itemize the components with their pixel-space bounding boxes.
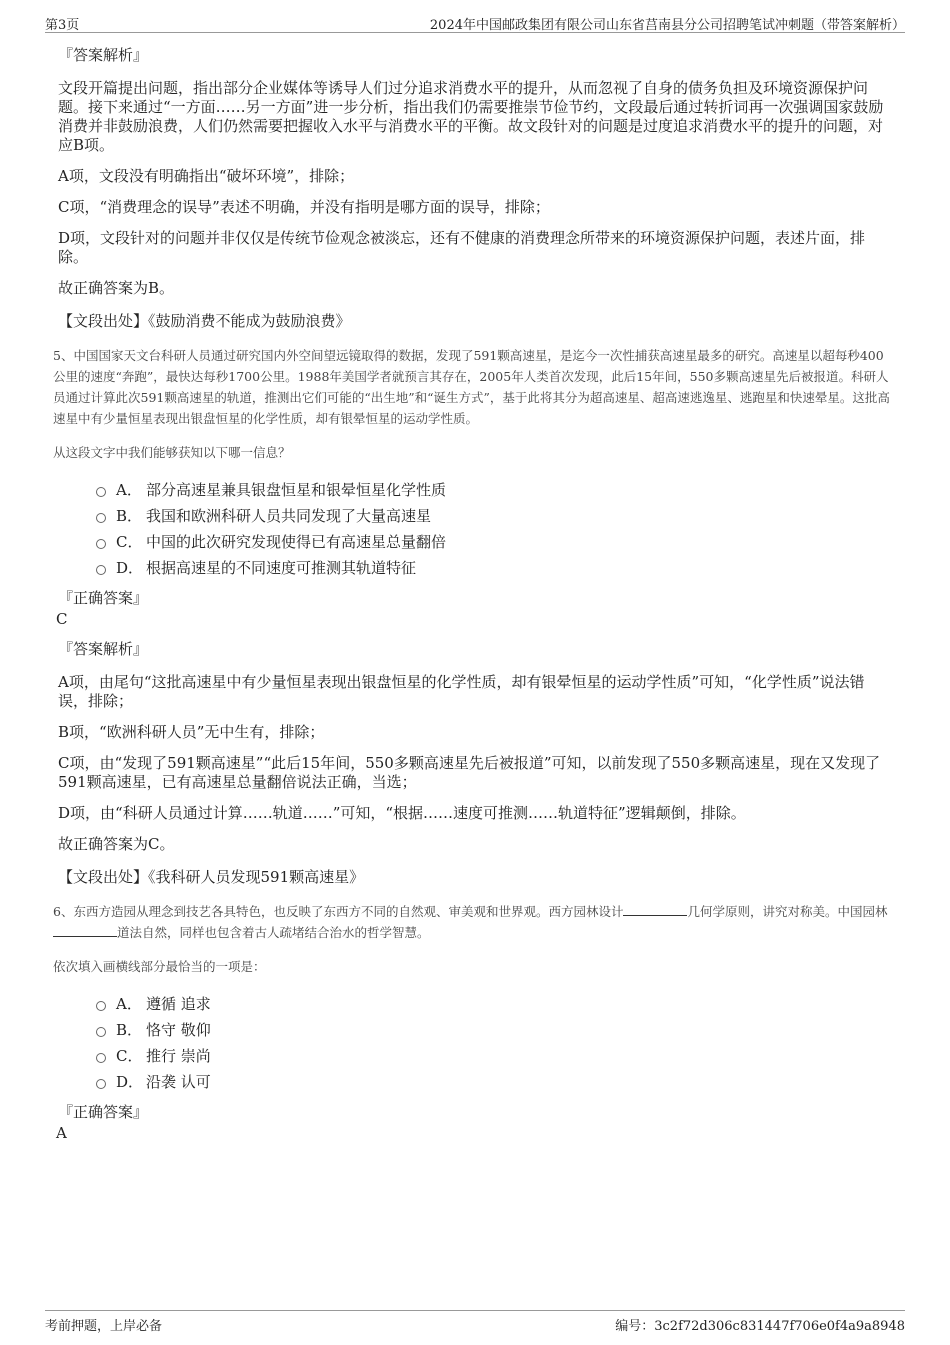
correct-answer: C [56, 610, 68, 628]
radio-icon[interactable] [96, 487, 106, 497]
document-title: 2024年中国邮政集团有限公司山东省莒南县分公司招聘笔试冲刺题（带答案解析） [429, 18, 905, 33]
option-d[interactable]: D． 沿袭 认可 [96, 1069, 894, 1095]
analysis-paragraph: 文段开篇提出问题，指出部分企业媒体等诱导人们过分追求消费水平的提升，从而忽视了自身的债务负担及环境资源保护问题。接下来通过“一方面……另一方面”进一步分析，指出我们仍需要推崇节俭节约，文段最后通过转折词再一次强调国家鼓励消费并非鼓励浪费，人们仍然需要把握收入水平与消费水平的平衡。故文段针对的问题是过度追求消费水平的提升的问题，对应B项。 [58, 79, 884, 154]
analysis-paragraph: 故正确答案为B。 [58, 279, 175, 297]
radio-icon[interactable] [96, 1027, 106, 1037]
analysis-paragraph: A项，由尾句“这批高速星中有少量恒星表现出银盘恒星的化学性质，却有银晕恒星的运动学性质”可知，“化学性质”说法错误，排除； [58, 673, 865, 710]
page-footer [45, 1310, 905, 1335]
question-6-options [96, 991, 894, 1095]
radio-icon[interactable] [96, 1001, 106, 1011]
analysis-label: 『答案解析』 [58, 46, 149, 64]
document-id: 编号：3c2f72d306c831447f706e0f4a9a8948 [615, 1319, 905, 1334]
page-content [53, 44, 894, 1152]
passage-source: 【文段出处】《鼓励消费不能成为鼓励浪费》 [58, 312, 351, 330]
question-5-text: 5、中国国家天文台科研人员通过研究国内外空间望远镜取得的数据，发现了591颗高速星，是迄今一次性捕获高速星最多的研究。高速星以超每秒400公里的速度“奔跑”，最快达每秒1700公里。1988年美国学者就预言其存在，2005年人类首次发现，此后15年间，550多颗高速星先后被报道。科研人员通过计算此次591颗高速星的轨道，推测出它们可能的“出生地”和“诞生方式”，基于此将其分为超高速星、超高速逃逸星、逃跑星和快速晕星。这批高速星中有少量恒星表现出银盘恒星的化学性质，却有银晕恒星的运动学性质。 [53, 348, 890, 426]
fill-blank [53, 924, 117, 937]
page-header [45, 12, 905, 33]
option-b[interactable]: B． 恪守 敬仰 [96, 1017, 894, 1043]
option-a[interactable]: A． 部分高速星兼具银盘恒星和银晕恒星化学性质 [96, 477, 894, 503]
question-6-prompt: 依次填入画横线部分最恰当的一项是： [53, 959, 266, 974]
correct-answer: A [56, 1124, 67, 1142]
option-a[interactable]: A． 遵循 追求 [96, 991, 894, 1017]
analysis-paragraph: 故正确答案为C。 [58, 835, 175, 853]
footer-slogan: 考前押题，上岸必备 [45, 1319, 163, 1334]
analysis-paragraph: C项，由“发现了591颗高速星”“此后15年间，550多颗高速星先后被报道”可知，以前发现了550多颗高速星，现在又发现了591颗高速星，已有高速星总量翻倍说法正确，当选； [58, 754, 881, 791]
analysis-paragraph: D项，文段针对的问题并非仅仅是传统节俭观念被淡忘，还有不健康的消费理念所带来的环境资源保护问题，表述片面，排除。 [58, 229, 866, 266]
analysis-paragraph: D项，由“科研人员通过计算……轨道……”可知，“根据……速度可推测……轨道特征”逻辑颠倒，排除。 [58, 804, 746, 822]
question-6-text: 6、东西方造园从理念到技艺各具特色，也反映了东西方不同的自然观、审美观和世界观。西方园林设计 几何学原则，讲究对称美。中国园林道法自然，同样也包含着古人疏堵结合治水的哲学智慧。 [53, 904, 888, 940]
analysis-paragraph: A项，文段没有明确指出“破坏环境”，排除； [58, 167, 355, 185]
option-b[interactable]: B． 我国和欧洲科研人员共同发现了大量高速星 [96, 503, 894, 529]
analysis-label: 『答案解析』 [58, 640, 149, 658]
radio-icon[interactable] [96, 565, 106, 575]
option-c[interactable]: C． 推行 崇尚 [96, 1043, 894, 1069]
passage-source: 【文段出处】《我科研人员发现591颗高速星》 [58, 868, 365, 886]
radio-icon[interactable] [96, 513, 106, 523]
correct-answer-label: 『正确答案』 [58, 1103, 149, 1121]
page-number: 第3页 [45, 18, 80, 33]
radio-icon[interactable] [96, 1079, 106, 1089]
question-5-options [96, 477, 894, 581]
analysis-paragraph: C项，“消费理念的误导”表述不明确，并没有指明是哪方面的误导，排除； [58, 198, 550, 216]
question-5-prompt: 从这段文字中我们能够获知以下哪一信息？ [53, 445, 291, 460]
correct-answer-label: 『正确答案』 [58, 589, 149, 607]
fill-blank [623, 903, 687, 916]
analysis-paragraph: B项，“欧洲科研人员”无中生有，排除； [58, 723, 325, 741]
radio-icon[interactable] [96, 1053, 106, 1063]
radio-icon[interactable] [96, 539, 106, 549]
option-c[interactable]: C． 中国的此次研究发现使得已有高速星总量翻倍 [96, 529, 894, 555]
option-d[interactable]: D． 根据高速星的不同速度可推测其轨道特征 [96, 555, 894, 581]
